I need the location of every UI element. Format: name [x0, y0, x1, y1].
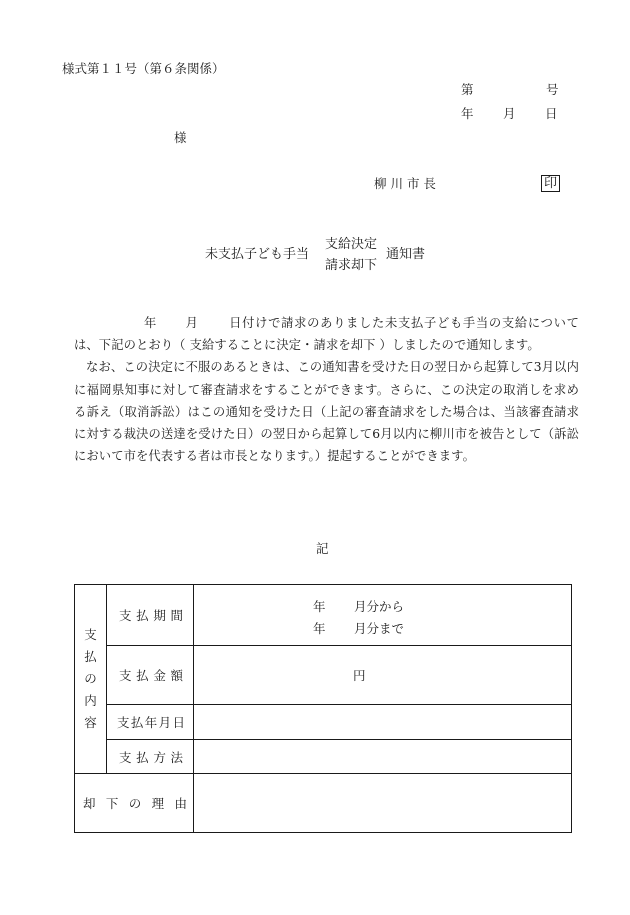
- ki-heading: 記: [316, 541, 329, 556]
- payment-method-value: [194, 740, 572, 774]
- period-to-year: 年: [313, 621, 326, 636]
- payment-details-table: [74, 584, 572, 833]
- date-month-label: 月: [503, 106, 516, 121]
- group-char: の: [84, 671, 97, 686]
- payment-date-value: [194, 705, 572, 740]
- amount-unit: 円: [353, 668, 366, 683]
- title-option-top: 支給決定: [325, 237, 378, 252]
- payment-amount-value: [194, 646, 572, 705]
- period-from-year: 年: [313, 599, 326, 614]
- sender-title: 柳 川 市 長: [374, 176, 436, 191]
- payment-date-label: 支払年月日: [107, 705, 194, 740]
- payment-method-label: 支 払 方 法: [107, 740, 194, 774]
- seal-mark: 印: [541, 175, 560, 192]
- payment-amount-label: 支 払 金 額: [107, 646, 194, 705]
- addressee-suffix: 様: [174, 130, 187, 145]
- payment-period-value: [194, 585, 572, 646]
- notice-paragraph-2: なお、この決定に不服のあるときは、この通知書を受けた日の翌日から起算して3月以内に福岡県知事に対して審査請求をすることができます。さらに、この決定の取消しを求める訴え（取消訴訟）はこの通知を受けた日（上記の審査請求をした場合は、当該審査請求に対する裁決の送達を受けた日）の翌日から起算して6月以内に柳川市を被告として（訴訟において市を代表する者は市長となります。）提起することができます。: [74, 360, 579, 464]
- period-from-month: 月分から: [354, 599, 405, 614]
- group-char: 内: [84, 693, 97, 708]
- form-number: 様式第１１号（第６条関係）: [62, 61, 225, 76]
- period-from-line: [194, 593, 571, 615]
- group-char: 払: [84, 649, 97, 664]
- notice-body: [74, 312, 579, 467]
- date-year-label: 年: [461, 106, 474, 121]
- p1-month-label: 月: [185, 316, 199, 330]
- title-right: 通知書: [386, 247, 426, 262]
- rejection-reason-value: [194, 774, 572, 833]
- doc-number-suffix: 号: [546, 82, 559, 97]
- group-char: 支: [84, 627, 97, 642]
- date-day-label: 日: [545, 106, 558, 121]
- p1-year-label: 年: [144, 316, 157, 330]
- payment-period-label: 支 払 期 間: [107, 585, 194, 646]
- rejection-reason-label: 却 下 の 理 由: [75, 774, 194, 833]
- title-option-bottom: 請求却下: [325, 258, 378, 273]
- title-left: 未支払子ども手当: [205, 247, 310, 262]
- period-to-month: 月分まで: [354, 621, 405, 636]
- period-to-line: [194, 615, 571, 637]
- group-char: 容: [84, 715, 97, 730]
- payment-content-group-label: [75, 585, 107, 774]
- doc-number-prefix: 第: [461, 82, 474, 97]
- notice-paragraph-1: [74, 312, 579, 356]
- p1-text: 日付けで請求のありました未支払子ども手当の支給については、下記のとおり（ 支給することに決定・請求を却下 ）しましたので通知します。: [74, 316, 579, 353]
